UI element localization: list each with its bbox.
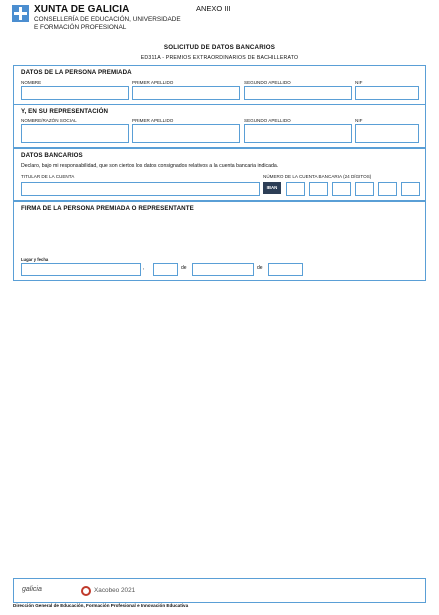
label-nombre: NOMBRE: [21, 80, 42, 85]
section-bancarios-title: DATOS BANCARIOS: [21, 152, 83, 159]
galicia-logo: galicia: [22, 586, 42, 593]
brand-name: XUNTA DE GALICIA: [34, 4, 130, 15]
ano-input[interactable]: [268, 263, 303, 276]
dia-input[interactable]: [153, 263, 178, 276]
de-separator-1: de: [181, 265, 187, 271]
primer-apellido-input[interactable]: [132, 86, 240, 100]
control-input[interactable]: [355, 182, 374, 196]
department-name: [34, 16, 181, 32]
titular-input[interactable]: [21, 182, 260, 196]
department-line-1: CONSELLERÍA DE EDUCACIÓN, UNIVERSIDADE: [34, 16, 181, 23]
label-lugar-fecha: Lugar y fecha: [21, 257, 49, 262]
section-firma: [13, 201, 426, 281]
rep-primer-apellido-input[interactable]: [132, 124, 240, 143]
section-premiada: [13, 65, 426, 105]
entidad-input[interactable]: [309, 182, 328, 196]
annex-label: ANEXO III: [196, 4, 231, 13]
document-subtitle: ED311A - PREMIOS EXTRAORDINARIOS DE BACHILLERATO: [140, 55, 299, 61]
nombre-input[interactable]: [21, 86, 129, 100]
label-rep-primer-apellido: PRIMER APELLIDO: [132, 118, 174, 123]
label-numero-cuenta: NÚMERO DE LA CUENTA BANCARIA (24 DÍGITOS): [263, 174, 372, 179]
document-title: SOLICITUD DE DATOS BANCARIOS: [163, 44, 276, 51]
xunta-logo-icon: [12, 5, 29, 22]
bank-declaration: Declaro, bajo mi responsabilidad, que son ciertos los datos consignados relativos a la cuenta bancaria indicada.: [21, 163, 279, 169]
mes-input[interactable]: [192, 263, 254, 276]
oficina-input[interactable]: [332, 182, 351, 196]
label-razon-social: NOMBRE/RAZÓN SOCIAL: [21, 118, 77, 123]
xacobeo-icon: [81, 586, 91, 596]
label-nif: NIF: [355, 80, 363, 85]
label-primer-apellido: PRIMER APELLIDO: [132, 80, 174, 85]
footer-logos: [13, 578, 426, 603]
label-rep-nif: NIF: [355, 118, 363, 123]
section-premiada-title: DATOS DE LA PERSONA PREMIADA: [21, 69, 132, 76]
cuenta-input-2[interactable]: [401, 182, 420, 196]
de-separator-2: de: [257, 265, 263, 271]
label-segundo-apellido: SEGUNDO APELLIDO: [244, 80, 291, 85]
rep-nombre-input[interactable]: [21, 124, 129, 143]
segundo-apellido-input[interactable]: [244, 86, 352, 100]
lugar-input[interactable]: [21, 263, 141, 276]
section-firma-title: FIRMA DE LA PERSONA PREMIADA O REPRESENTANTE: [21, 205, 194, 212]
label-rep-segundo-apellido: SEGUNDO APELLIDO: [244, 118, 291, 123]
section-representacion-title: Y, EN SU REPRESENTACIÓN: [21, 108, 109, 115]
rep-segundo-apellido-input[interactable]: [244, 124, 352, 143]
rep-nif-input[interactable]: [355, 124, 419, 143]
footer-direction: Dirección General de Educación, Formación Profesional e Innovación Educativa: [13, 603, 189, 608]
comma-separator: ,: [143, 265, 145, 271]
xacobeo-logo: Xacobeo 2021: [94, 587, 136, 594]
iban-label: IBAN: [263, 182, 281, 194]
iban-input[interactable]: [286, 182, 305, 196]
cuenta-input-1[interactable]: [378, 182, 397, 196]
section-bancarios: [13, 148, 426, 201]
nif-input[interactable]: [355, 86, 419, 100]
label-titular: TITULAR DE LA CUENTA: [21, 174, 75, 179]
section-representacion: [13, 104, 426, 148]
department-line-2: E FORMACIÓN PROFESIONAL: [34, 24, 127, 31]
